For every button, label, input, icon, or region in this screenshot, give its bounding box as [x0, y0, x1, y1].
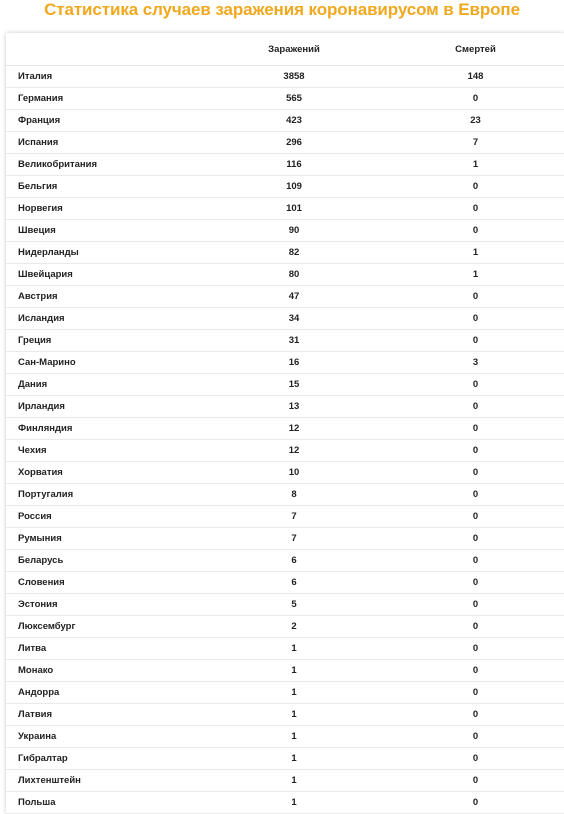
country-cell: Румыния — [6, 528, 201, 550]
country-cell: Люксембург — [6, 616, 201, 638]
deaths-cell: 0 — [387, 308, 564, 330]
column-header-cases: Заражений — [201, 33, 387, 66]
country-cell: Дания — [6, 374, 201, 396]
table-row — [6, 286, 564, 308]
country-cell: Великобритания — [6, 154, 201, 176]
cases-cell: 80 — [201, 264, 387, 286]
table-row — [6, 704, 564, 726]
deaths-cell: 0 — [387, 660, 564, 682]
deaths-cell: 0 — [387, 682, 564, 704]
cases-cell: 1 — [201, 638, 387, 660]
country-cell: Греция — [6, 330, 201, 352]
cases-cell: 1 — [201, 770, 387, 792]
deaths-cell: 0 — [387, 594, 564, 616]
country-cell: Франция — [6, 110, 201, 132]
country-cell: Польша — [6, 792, 201, 814]
deaths-cell: 0 — [387, 286, 564, 308]
stats-table-card — [6, 33, 564, 814]
table-row — [6, 220, 564, 242]
cases-cell: 16 — [201, 352, 387, 374]
table-row — [6, 308, 564, 330]
table-row — [6, 506, 564, 528]
country-cell: Лихтенштейн — [6, 770, 201, 792]
country-cell: Андорра — [6, 682, 201, 704]
table-row — [6, 154, 564, 176]
deaths-cell: 0 — [387, 198, 564, 220]
cases-cell: 13 — [201, 396, 387, 418]
country-cell: Беларусь — [6, 550, 201, 572]
cases-cell: 1 — [201, 704, 387, 726]
deaths-cell: 0 — [387, 220, 564, 242]
cases-cell: 90 — [201, 220, 387, 242]
deaths-cell: 1 — [387, 242, 564, 264]
country-cell: Швеция — [6, 220, 201, 242]
deaths-cell: 3 — [387, 352, 564, 374]
deaths-cell: 0 — [387, 726, 564, 748]
cases-cell: 3858 — [201, 66, 387, 88]
cases-cell: 47 — [201, 286, 387, 308]
deaths-cell: 0 — [387, 748, 564, 770]
cases-cell: 6 — [201, 572, 387, 594]
country-cell: Норвегия — [6, 198, 201, 220]
country-cell: Россия — [6, 506, 201, 528]
cases-cell: 31 — [201, 330, 387, 352]
deaths-cell: 148 — [387, 66, 564, 88]
cases-cell: 109 — [201, 176, 387, 198]
deaths-cell: 7 — [387, 132, 564, 154]
table-row — [6, 638, 564, 660]
deaths-cell: 0 — [387, 550, 564, 572]
column-header-country — [6, 33, 201, 66]
table-body — [6, 66, 564, 814]
table-row — [6, 594, 564, 616]
country-cell: Гибралтар — [6, 748, 201, 770]
country-cell: Исландия — [6, 308, 201, 330]
country-cell: Бельгия — [6, 176, 201, 198]
country-cell: Италия — [6, 66, 201, 88]
table-row — [6, 528, 564, 550]
table-row — [6, 396, 564, 418]
country-cell: Латвия — [6, 704, 201, 726]
deaths-cell: 0 — [387, 462, 564, 484]
cases-cell: 82 — [201, 242, 387, 264]
table-row — [6, 440, 564, 462]
table-row — [6, 352, 564, 374]
deaths-cell: 0 — [387, 484, 564, 506]
cases-cell: 1 — [201, 660, 387, 682]
cases-cell: 1 — [201, 726, 387, 748]
cases-cell: 101 — [201, 198, 387, 220]
deaths-cell: 23 — [387, 110, 564, 132]
deaths-cell: 1 — [387, 154, 564, 176]
table-row — [6, 242, 564, 264]
table-row — [6, 792, 564, 814]
table-header-row — [6, 33, 564, 66]
deaths-cell: 0 — [387, 704, 564, 726]
table-row — [6, 66, 564, 88]
cases-cell: 1 — [201, 682, 387, 704]
country-cell: Литва — [6, 638, 201, 660]
stats-table — [6, 33, 564, 814]
deaths-cell: 0 — [387, 770, 564, 792]
cases-cell: 423 — [201, 110, 387, 132]
cases-cell: 2 — [201, 616, 387, 638]
country-cell: Сан-Марино — [6, 352, 201, 374]
table-row — [6, 176, 564, 198]
table-row — [6, 330, 564, 352]
cases-cell: 15 — [201, 374, 387, 396]
cases-cell: 5 — [201, 594, 387, 616]
deaths-cell: 0 — [387, 528, 564, 550]
deaths-cell: 0 — [387, 374, 564, 396]
country-cell: Нидерланды — [6, 242, 201, 264]
country-cell: Словения — [6, 572, 201, 594]
country-cell: Финляндия — [6, 418, 201, 440]
cases-cell: 1 — [201, 748, 387, 770]
page-title: Статистика случаев заражения коронавирусом в Европе — [44, 0, 520, 19]
table-row — [6, 770, 564, 792]
table-row — [6, 550, 564, 572]
country-cell: Австрия — [6, 286, 201, 308]
country-cell: Чехия — [6, 440, 201, 462]
table-row — [6, 374, 564, 396]
cases-cell: 6 — [201, 550, 387, 572]
table-row — [6, 132, 564, 154]
cases-cell: 565 — [201, 88, 387, 110]
table-row — [6, 682, 564, 704]
cases-cell: 7 — [201, 506, 387, 528]
cases-cell: 34 — [201, 308, 387, 330]
deaths-cell: 0 — [387, 176, 564, 198]
deaths-cell: 0 — [387, 638, 564, 660]
cases-cell: 7 — [201, 528, 387, 550]
cases-cell: 8 — [201, 484, 387, 506]
table-row — [6, 748, 564, 770]
country-cell: Испания — [6, 132, 201, 154]
table-row — [6, 484, 564, 506]
table-row — [6, 726, 564, 748]
deaths-cell: 0 — [387, 506, 564, 528]
deaths-cell: 0 — [387, 418, 564, 440]
cases-cell: 116 — [201, 154, 387, 176]
column-header-deaths: Смертей — [387, 33, 564, 66]
deaths-cell: 1 — [387, 264, 564, 286]
cases-cell: 296 — [201, 132, 387, 154]
table-row — [6, 660, 564, 682]
table-row — [6, 110, 564, 132]
country-cell: Эстония — [6, 594, 201, 616]
country-cell: Монако — [6, 660, 201, 682]
cases-cell: 10 — [201, 462, 387, 484]
table-row — [6, 418, 564, 440]
country-cell: Украина — [6, 726, 201, 748]
country-cell: Хорватия — [6, 462, 201, 484]
country-cell: Ирландия — [6, 396, 201, 418]
deaths-cell: 0 — [387, 440, 564, 462]
table-row — [6, 88, 564, 110]
country-cell: Германия — [6, 88, 201, 110]
table-row — [6, 264, 564, 286]
table-row — [6, 616, 564, 638]
deaths-cell: 0 — [387, 88, 564, 110]
deaths-cell: 0 — [387, 396, 564, 418]
country-cell: Швейцария — [6, 264, 201, 286]
cases-cell: 12 — [201, 440, 387, 462]
cases-cell: 12 — [201, 418, 387, 440]
deaths-cell: 0 — [387, 616, 564, 638]
country-cell: Португалия — [6, 484, 201, 506]
deaths-cell: 0 — [387, 792, 564, 814]
table-row — [6, 198, 564, 220]
table-row — [6, 462, 564, 484]
table-row — [6, 572, 564, 594]
deaths-cell: 0 — [387, 572, 564, 594]
cases-cell: 1 — [201, 792, 387, 814]
deaths-cell: 0 — [387, 330, 564, 352]
